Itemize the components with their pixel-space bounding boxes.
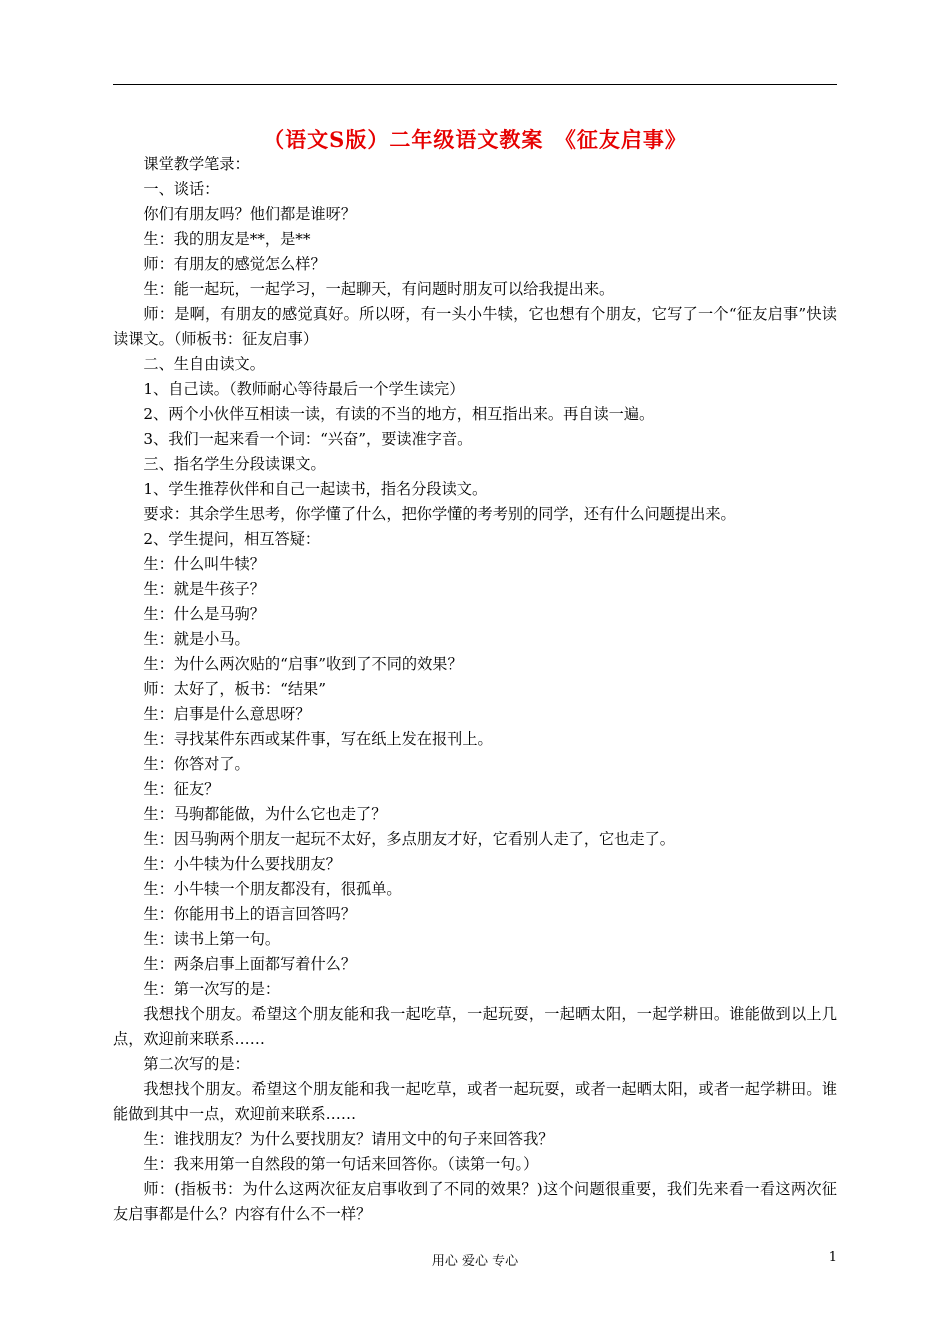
paragraph: 生：小牛犊一个朋友都没有，很孤单。	[143, 880, 402, 898]
footer-motto: 用心 爱心 专心	[431, 1254, 519, 1269]
paragraph: 生：因马驹两个朋友一起玩不太好，多点朋友才好，它看别人走了，它也走了。	[143, 830, 675, 848]
paragraph: 三、指名学生分段读课文。	[143, 455, 326, 473]
paragraph: 生：你答对了。	[143, 755, 250, 773]
header-rule	[113, 84, 837, 85]
document-body	[113, 152, 837, 1227]
paragraph: 师：(指板书：为什么这两次征友启事收到了不同的效果？)这个问题很重要，我们先来看一看这两次征友启事都是什么？内容有什么不一样？	[113, 1180, 837, 1223]
paragraph: 课堂教学笔录：	[143, 155, 250, 173]
paragraph: 2、两个小伙伴互相读一读，有读的不当的地方，相互指出来。再自读一遍。	[143, 405, 655, 423]
paragraph: 生：我来用第一自然段的第一句话来回答你。（读第一句。）	[143, 1155, 539, 1173]
paragraph: 3、我们一起来看一个词：“兴奋”，要读准字音。	[143, 430, 473, 448]
paragraph: 生：第一次写的是：	[143, 980, 281, 998]
paragraph: 2、学生提问，相互答疑：	[143, 530, 321, 548]
paragraph: 你们有朋友吗？他们都是谁呀？	[143, 205, 357, 223]
paragraph: 二、生自由读文。	[143, 355, 265, 373]
paragraph: 生：征友？	[143, 780, 220, 798]
paragraph: 生：就是牛孩子？	[143, 580, 265, 598]
paragraph: 师：太好了，板书：“结果”	[143, 680, 326, 698]
page-number: 1	[828, 1250, 837, 1265]
paragraph: 生：启事是什么意思呀？	[143, 705, 311, 723]
paragraph: 1、学生推荐伙伴和自己一起读书，指名分段读文。	[143, 480, 488, 498]
paragraph: 生：为什么两次贴的“启事”收到了不同的效果？	[143, 655, 463, 673]
paragraph: 生：什么是马驹？	[143, 605, 265, 623]
paragraph: 师：是啊，有朋友的感觉真好。所以呀，有一头小牛犊，它也想有个朋友，它写了一个“征友启事”快读读课文。（师板书：征友启事）	[113, 305, 837, 348]
paragraph: 生：我的朋友是**，是**	[143, 230, 311, 248]
document-title: （语文S版）二年级语文教案 《征友启事》	[263, 127, 687, 152]
paragraph: 生：就是小马。	[143, 630, 250, 648]
paragraph: 生：两条启事上面都写着什么？	[143, 955, 357, 973]
paragraph: 第二次写的是：	[143, 1055, 250, 1073]
paragraph: 生：什么叫牛犊？	[143, 555, 265, 573]
paragraph: 生：你能用书上的语言回答吗？	[143, 905, 357, 923]
paragraph: 生：能一起玩，一起学习，一起聊天，有问题时朋友可以给我提出来。	[143, 280, 615, 298]
paragraph: 生：寻找某件东西或某件事，写在纸上发在报刊上。	[143, 730, 493, 748]
paragraph: 师：有朋友的感觉怎么样？	[143, 255, 326, 273]
paragraph: 我想找个朋友。希望这个朋友能和我一起吃草，或者一起玩耍，或者一起晒太阳，或者一起学耕田。谁能做到其中一点，欢迎前来联系……	[113, 1080, 837, 1123]
paragraph: 生：马驹都能做，为什么它也走了？	[143, 805, 387, 823]
paragraph: 生：小牛犊为什么要找朋友？	[143, 855, 341, 873]
paragraph: 生：读书上第一句。	[143, 930, 281, 948]
paragraph: 一、谈话：	[143, 180, 220, 198]
paragraph: 生：谁找朋友？为什么要找朋友？请用文中的句子来回答我？	[143, 1130, 554, 1148]
paragraph: 我想找个朋友。希望这个朋友能和我一起吃草，一起玩耍，一起晒太阳，一起学耕田。谁能做到以上几点，欢迎前来联系……	[113, 1005, 837, 1048]
paragraph: 1、自己读。（教师耐心等待最后一个学生读完）	[143, 380, 465, 398]
paragraph: 要求：其余学生思考，你学懂了什么，把你学懂的考考别的同学，还有什么问题提出来。	[143, 505, 736, 523]
